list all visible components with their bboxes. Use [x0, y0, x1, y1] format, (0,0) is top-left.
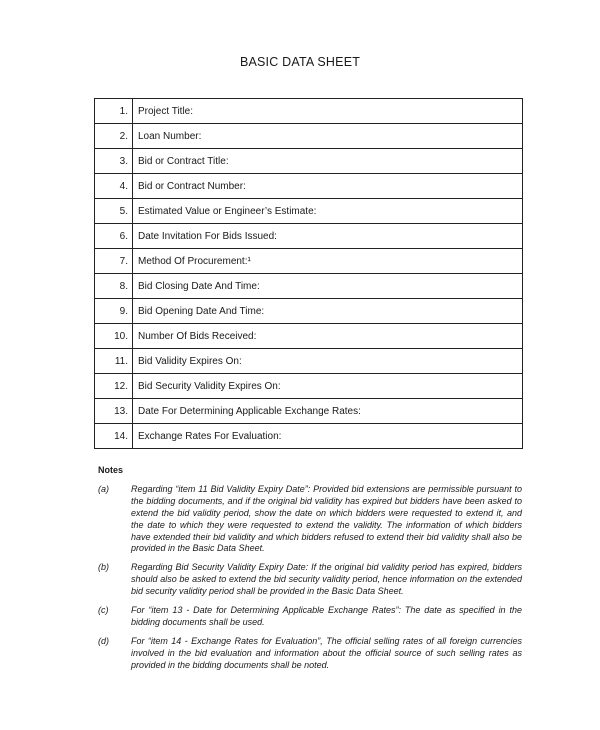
- row-label: Bid Closing Date And Time:: [133, 274, 523, 299]
- table-row: [95, 424, 523, 449]
- note-text: For “item 13 - Date for Determining Applicable Exchange Rates”: The date as specified in the bidding documents shall be used.: [131, 605, 522, 627]
- note-item: [98, 605, 522, 629]
- row-number: 8.: [95, 274, 133, 299]
- note-text: Regarding “item 11 Bid Validity Expiry Date”: Provided bid extensions are permissible pursuant to the bidding documents, and if the original bid validity has expired but bidders have been asked to extend the bid validity period, show the date on which bidders were requested to extend it, and the date to which they were requested to extend the validity. The information of which bidders have extended their bid validity and which bidders refused to extend their bid validity shall also be provided in the Basic Data Sheet.: [131, 483, 522, 554]
- page-title: BASIC DATA SHEET: [239, 55, 361, 69]
- table-row: [95, 149, 523, 174]
- row-number: 12.: [95, 374, 133, 399]
- row-number: 13.: [95, 399, 133, 424]
- row-number: 1.: [95, 99, 133, 124]
- note-letter: (a): [98, 483, 109, 494]
- notes-section: [98, 465, 522, 679]
- row-number: 6.: [95, 224, 133, 249]
- row-label: Estimated Value or Engineer’s Estimate:: [133, 199, 523, 224]
- row-number: 11.: [95, 349, 133, 374]
- data-sheet-table: [94, 98, 523, 449]
- note-item: [98, 636, 522, 672]
- table-row: [95, 124, 523, 149]
- row-number: 10.: [95, 324, 133, 349]
- table-row: [95, 224, 523, 249]
- note-letter: (c): [98, 605, 109, 616]
- note-item: [98, 562, 522, 598]
- table-row: [95, 249, 523, 274]
- notes-heading: Notes: [98, 465, 124, 475]
- row-label: Bid or Contract Number:: [133, 174, 523, 199]
- row-number: 9.: [95, 299, 133, 324]
- table-row: [95, 174, 523, 199]
- note-letter: (d): [98, 635, 109, 646]
- row-label: Bid Security Validity Expires On:: [133, 374, 523, 399]
- row-number: 14.: [95, 424, 133, 449]
- note-text: For “item 14 - Exchange Rates for Evaluation”, The official selling rates of all foreign currencies involved in the bid evaluation and information about the official source of such selling rates as provided in the bidding documents shall be noted.: [131, 635, 522, 670]
- table-row: [95, 324, 523, 349]
- note-item: [98, 484, 522, 555]
- row-label: Project Title:: [133, 99, 523, 124]
- table-row: [95, 99, 523, 124]
- row-label: Date For Determining Applicable Exchange Rates:: [133, 399, 523, 424]
- table-row: [95, 199, 523, 224]
- row-label: Loan Number:: [133, 124, 523, 149]
- row-label: Bid Opening Date And Time:: [133, 299, 523, 324]
- row-number: 4.: [95, 174, 133, 199]
- row-number: 3.: [95, 149, 133, 174]
- note-text: Regarding Bid Security Validity Expiry Date: If the original bid validity period has expired, bidders should also be asked to extend the bid security validity period, hence information on the extended bid security validity period shall be provided in the Basic Data Sheet.: [131, 562, 522, 597]
- note-letter: (b): [98, 562, 109, 573]
- row-label: Method Of Procurement:¹: [133, 249, 523, 274]
- table-row: [95, 349, 523, 374]
- table-row: [95, 299, 523, 324]
- row-number: 2.: [95, 124, 133, 149]
- table-row: [95, 399, 523, 424]
- row-label: Bid or Contract Title:: [133, 149, 523, 174]
- row-number: 7.: [95, 249, 133, 274]
- row-label: Bid Validity Expires On:: [133, 349, 523, 374]
- row-label: Date Invitation For Bids Issued:: [133, 224, 523, 249]
- table-row: [95, 274, 523, 299]
- row-label: Number Of Bids Received:: [133, 324, 523, 349]
- row-label: Exchange Rates For Evaluation:: [133, 424, 523, 449]
- table-row: [95, 374, 523, 399]
- row-number: 5.: [95, 199, 133, 224]
